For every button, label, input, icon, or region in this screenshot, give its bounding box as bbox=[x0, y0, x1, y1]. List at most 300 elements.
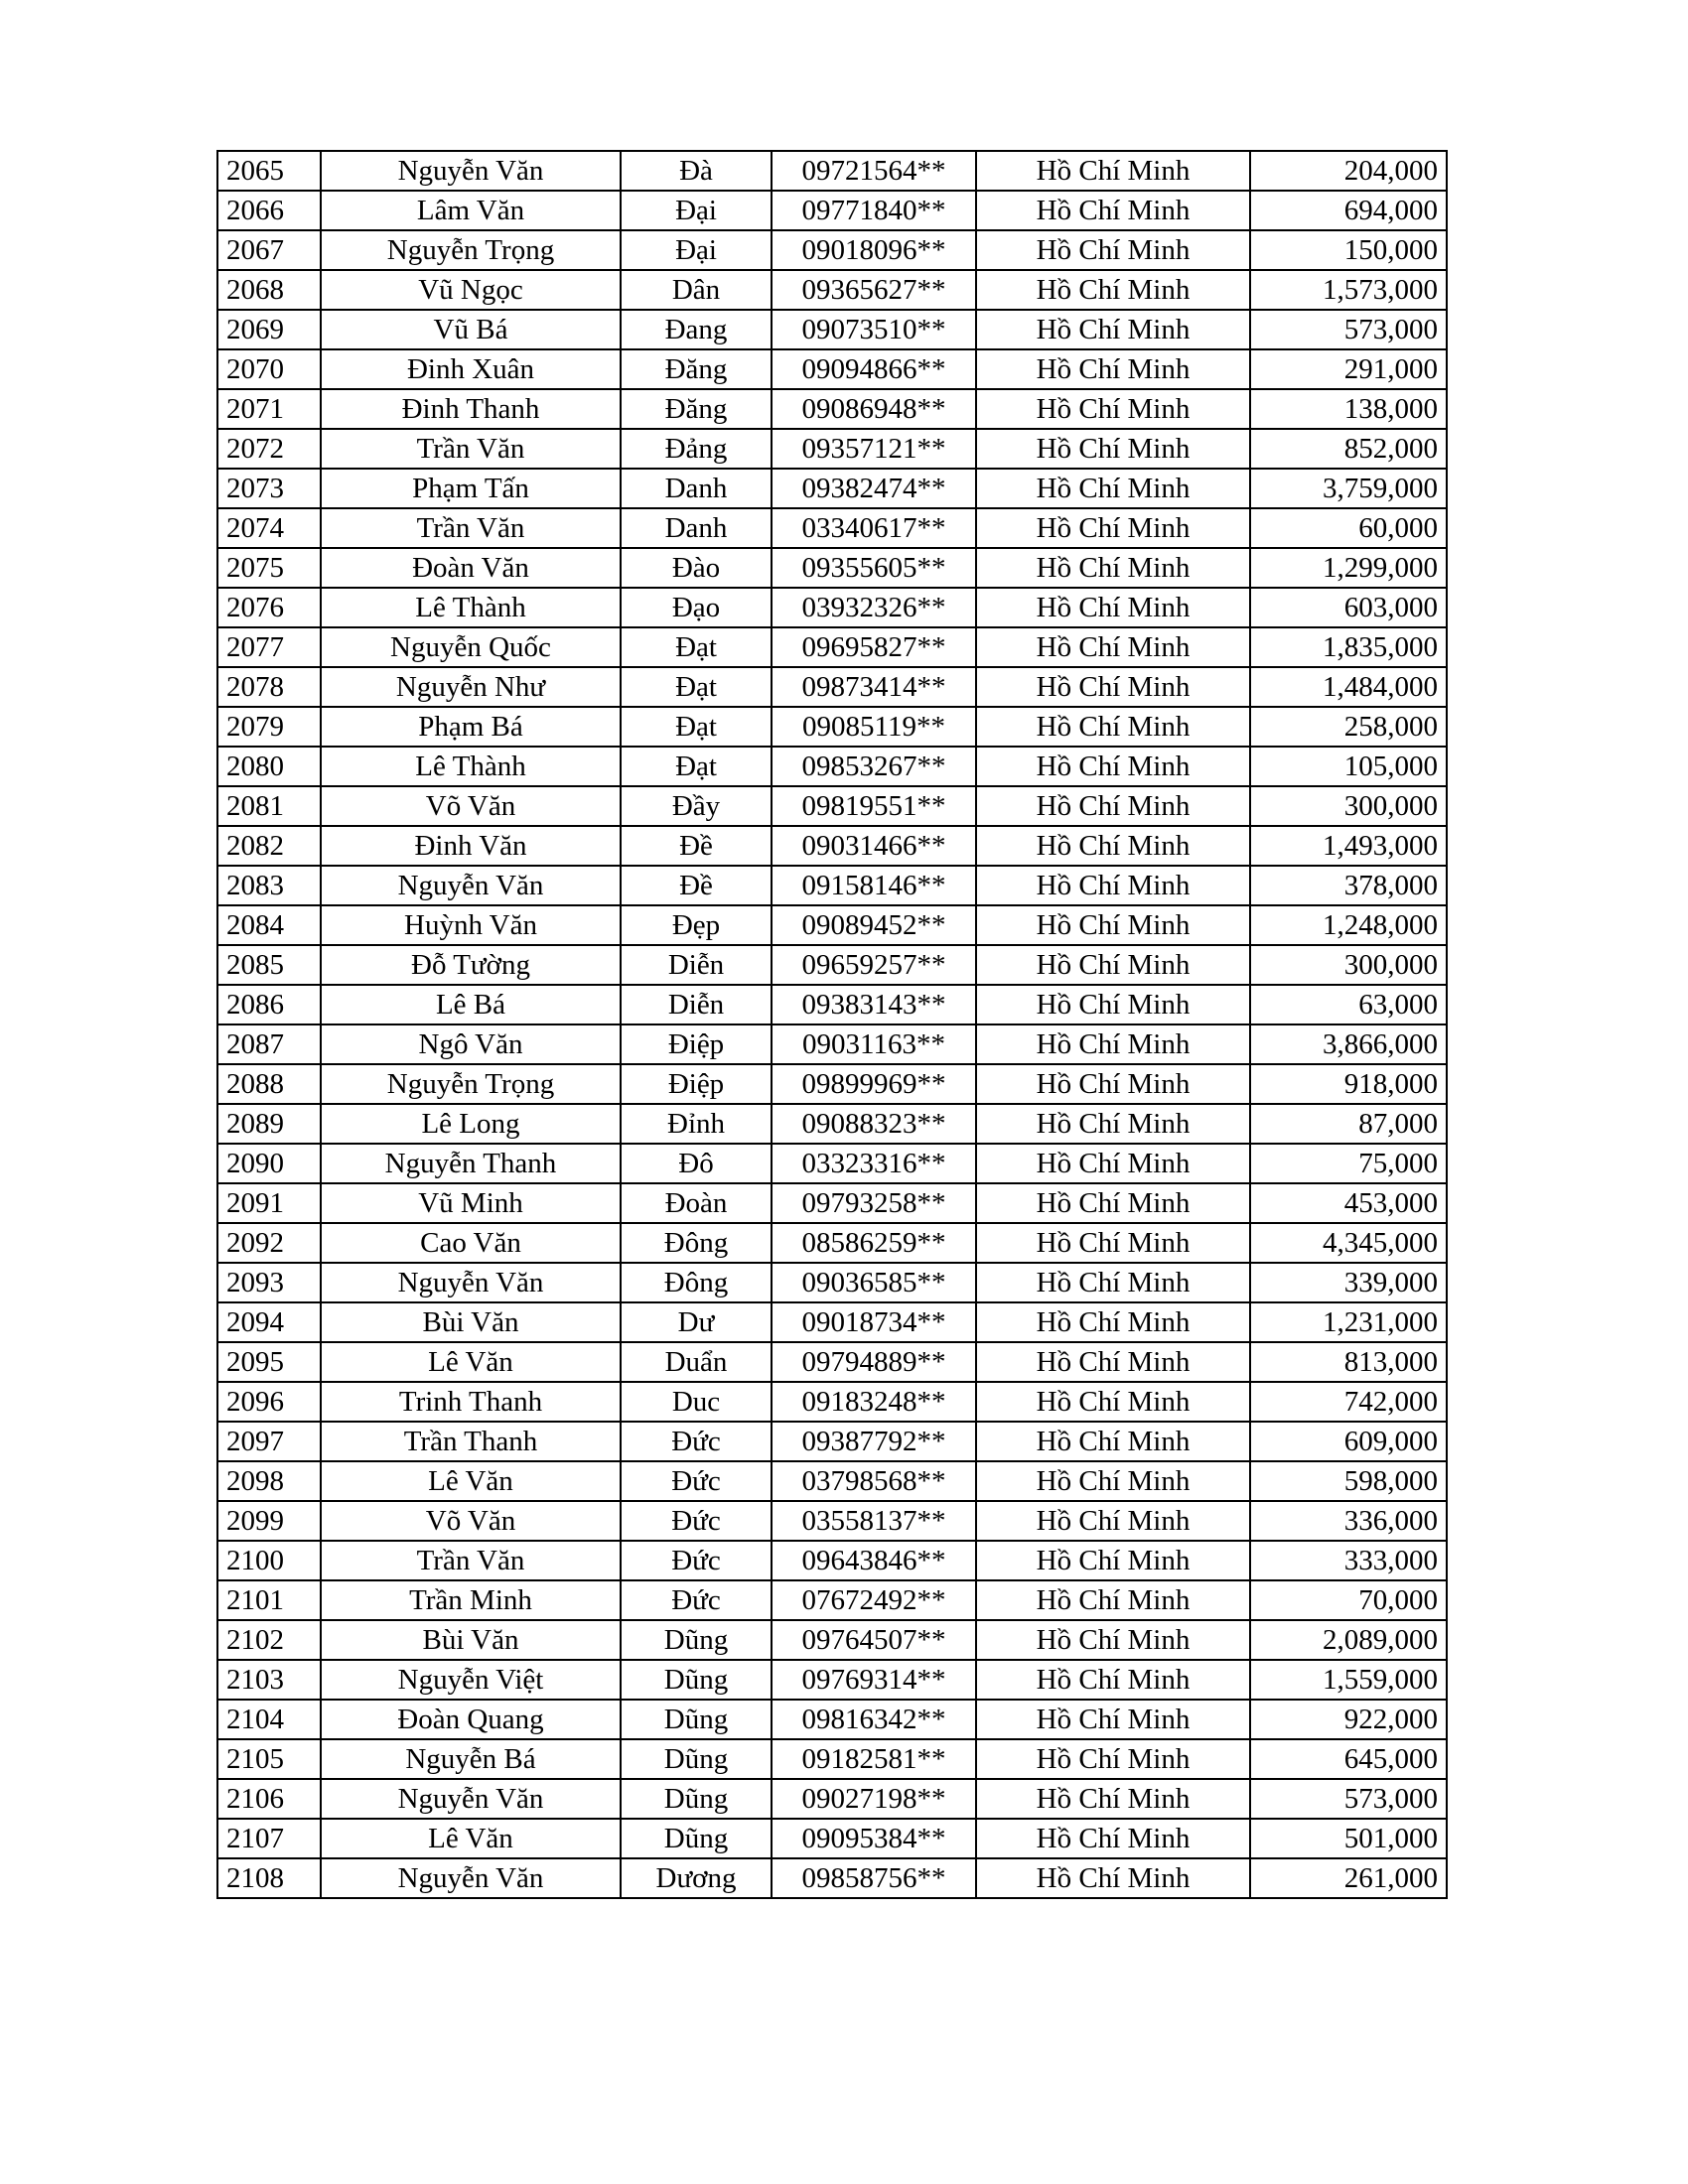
phone-cell: 09031466** bbox=[772, 826, 976, 866]
city-cell: Hồ Chí Minh bbox=[976, 866, 1250, 905]
city-cell: Hồ Chí Minh bbox=[976, 1183, 1250, 1223]
amount-cell: 105,000 bbox=[1250, 747, 1447, 786]
table-row bbox=[217, 1064, 1447, 1104]
given-name-cell: Đại bbox=[621, 191, 772, 230]
given-name-cell: Đảng bbox=[621, 429, 772, 469]
city-cell: Hồ Chí Minh bbox=[976, 349, 1250, 389]
phone-cell: 09031163** bbox=[772, 1024, 976, 1064]
phone-cell: 09158146** bbox=[772, 866, 976, 905]
family-name-cell: Trần Minh bbox=[321, 1580, 621, 1620]
given-name-cell: Đại bbox=[621, 230, 772, 270]
family-name-cell: Trần Văn bbox=[321, 508, 621, 548]
phone-cell: 09085119** bbox=[772, 707, 976, 747]
given-name-cell: Đức bbox=[621, 1422, 772, 1461]
given-name-cell: Dũng bbox=[621, 1700, 772, 1739]
amount-cell: 204,000 bbox=[1250, 151, 1447, 191]
given-name-cell: Đức bbox=[621, 1501, 772, 1541]
phone-cell: 09643846** bbox=[772, 1541, 976, 1580]
amount-cell: 573,000 bbox=[1250, 1779, 1447, 1819]
given-name-cell: Duc bbox=[621, 1382, 772, 1422]
table-row bbox=[217, 588, 1447, 627]
recipient-table bbox=[216, 150, 1448, 1899]
phone-cell: 09721564** bbox=[772, 151, 976, 191]
family-name-cell: Phạm Bá bbox=[321, 707, 621, 747]
table-row bbox=[217, 151, 1447, 191]
family-name-cell: Trần Văn bbox=[321, 429, 621, 469]
amount-cell: 2,089,000 bbox=[1250, 1620, 1447, 1660]
amount-cell: 138,000 bbox=[1250, 389, 1447, 429]
phone-cell: 09094866** bbox=[772, 349, 976, 389]
row-number-cell: 2091 bbox=[217, 1183, 321, 1223]
given-name-cell: Đức bbox=[621, 1580, 772, 1620]
phone-cell: 09659257** bbox=[772, 945, 976, 985]
table-row bbox=[217, 667, 1447, 707]
family-name-cell: Lê Văn bbox=[321, 1461, 621, 1501]
table-row bbox=[217, 1660, 1447, 1700]
city-cell: Hồ Chí Minh bbox=[976, 1461, 1250, 1501]
table-row bbox=[217, 270, 1447, 310]
row-number-cell: 2102 bbox=[217, 1620, 321, 1660]
table-row bbox=[217, 1858, 1447, 1898]
city-cell: Hồ Chí Minh bbox=[976, 1739, 1250, 1779]
table-row bbox=[217, 429, 1447, 469]
phone-cell: 09027198** bbox=[772, 1779, 976, 1819]
table-row bbox=[217, 1620, 1447, 1660]
given-name-cell: Đạt bbox=[621, 747, 772, 786]
table-row bbox=[217, 469, 1447, 508]
given-name-cell: Đông bbox=[621, 1263, 772, 1302]
amount-cell: 300,000 bbox=[1250, 945, 1447, 985]
given-name-cell: Đạt bbox=[621, 667, 772, 707]
row-number-cell: 2101 bbox=[217, 1580, 321, 1620]
row-number-cell: 2096 bbox=[217, 1382, 321, 1422]
table-row bbox=[217, 230, 1447, 270]
phone-cell: 09036585** bbox=[772, 1263, 976, 1302]
amount-cell: 150,000 bbox=[1250, 230, 1447, 270]
given-name-cell: Dương bbox=[621, 1858, 772, 1898]
table-row bbox=[217, 905, 1447, 945]
city-cell: Hồ Chí Minh bbox=[976, 588, 1250, 627]
table-row bbox=[217, 1580, 1447, 1620]
given-name-cell: Đầy bbox=[621, 786, 772, 826]
phone-cell: 09858756** bbox=[772, 1858, 976, 1898]
amount-cell: 453,000 bbox=[1250, 1183, 1447, 1223]
row-number-cell: 2074 bbox=[217, 508, 321, 548]
family-name-cell: Lâm Văn bbox=[321, 191, 621, 230]
family-name-cell: Đinh Thanh bbox=[321, 389, 621, 429]
phone-cell: 08586259** bbox=[772, 1223, 976, 1263]
phone-cell: 09819551** bbox=[772, 786, 976, 826]
given-name-cell: Dư bbox=[621, 1302, 772, 1342]
table-row bbox=[217, 548, 1447, 588]
phone-cell: 03558137** bbox=[772, 1501, 976, 1541]
row-number-cell: 2107 bbox=[217, 1819, 321, 1858]
phone-cell: 09018096** bbox=[772, 230, 976, 270]
given-name-cell: Đà bbox=[621, 151, 772, 191]
city-cell: Hồ Chí Minh bbox=[976, 667, 1250, 707]
city-cell: Hồ Chí Minh bbox=[976, 389, 1250, 429]
phone-cell: 09183248** bbox=[772, 1382, 976, 1422]
city-cell: Hồ Chí Minh bbox=[976, 1819, 1250, 1858]
given-name-cell: Dũng bbox=[621, 1819, 772, 1858]
city-cell: Hồ Chí Minh bbox=[976, 191, 1250, 230]
row-number-cell: 2075 bbox=[217, 548, 321, 588]
given-name-cell: Danh bbox=[621, 469, 772, 508]
row-number-cell: 2082 bbox=[217, 826, 321, 866]
row-number-cell: 2068 bbox=[217, 270, 321, 310]
family-name-cell: Vũ Ngọc bbox=[321, 270, 621, 310]
phone-cell: 09073510** bbox=[772, 310, 976, 349]
table-row bbox=[217, 508, 1447, 548]
table-row bbox=[217, 1223, 1447, 1263]
amount-cell: 336,000 bbox=[1250, 1501, 1447, 1541]
row-number-cell: 2071 bbox=[217, 389, 321, 429]
row-number-cell: 2084 bbox=[217, 905, 321, 945]
family-name-cell: Nguyễn Trọng bbox=[321, 1064, 621, 1104]
given-name-cell: Đăng bbox=[621, 349, 772, 389]
family-name-cell: Nguyễn Văn bbox=[321, 1779, 621, 1819]
phone-cell: 09793258** bbox=[772, 1183, 976, 1223]
city-cell: Hồ Chí Minh bbox=[976, 1382, 1250, 1422]
given-name-cell: Đạt bbox=[621, 627, 772, 667]
table-row bbox=[217, 627, 1447, 667]
table-row bbox=[217, 389, 1447, 429]
family-name-cell: Nguyễn Việt bbox=[321, 1660, 621, 1700]
row-number-cell: 2066 bbox=[217, 191, 321, 230]
amount-cell: 813,000 bbox=[1250, 1342, 1447, 1382]
amount-cell: 300,000 bbox=[1250, 786, 1447, 826]
phone-cell: 03932326** bbox=[772, 588, 976, 627]
family-name-cell: Lê Thành bbox=[321, 747, 621, 786]
amount-cell: 1,835,000 bbox=[1250, 627, 1447, 667]
given-name-cell: Đang bbox=[621, 310, 772, 349]
family-name-cell: Phạm Tấn bbox=[321, 469, 621, 508]
phone-cell: 09095384** bbox=[772, 1819, 976, 1858]
given-name-cell: Điệp bbox=[621, 1024, 772, 1064]
family-name-cell: Nguyễn Quốc bbox=[321, 627, 621, 667]
row-number-cell: 2085 bbox=[217, 945, 321, 985]
row-number-cell: 2103 bbox=[217, 1660, 321, 1700]
family-name-cell: Võ Văn bbox=[321, 786, 621, 826]
table-row bbox=[217, 1302, 1447, 1342]
table-row bbox=[217, 945, 1447, 985]
amount-cell: 1,573,000 bbox=[1250, 270, 1447, 310]
given-name-cell: Dũng bbox=[621, 1739, 772, 1779]
row-number-cell: 2106 bbox=[217, 1779, 321, 1819]
city-cell: Hồ Chí Minh bbox=[976, 508, 1250, 548]
table-row bbox=[217, 349, 1447, 389]
city-cell: Hồ Chí Minh bbox=[976, 945, 1250, 985]
amount-cell: 694,000 bbox=[1250, 191, 1447, 230]
table-row bbox=[217, 1342, 1447, 1382]
family-name-cell: Nguyễn Văn bbox=[321, 1858, 621, 1898]
phone-cell: 09816342** bbox=[772, 1700, 976, 1739]
family-name-cell: Nguyễn Trọng bbox=[321, 230, 621, 270]
city-cell: Hồ Chí Minh bbox=[976, 548, 1250, 588]
phone-cell: 09853267** bbox=[772, 747, 976, 786]
phone-cell: 03340617** bbox=[772, 508, 976, 548]
phone-cell: 07672492** bbox=[772, 1580, 976, 1620]
table-row bbox=[217, 866, 1447, 905]
family-name-cell: Lê Bá bbox=[321, 985, 621, 1024]
given-name-cell: Danh bbox=[621, 508, 772, 548]
amount-cell: 573,000 bbox=[1250, 310, 1447, 349]
city-cell: Hồ Chí Minh bbox=[976, 1342, 1250, 1382]
row-number-cell: 2083 bbox=[217, 866, 321, 905]
row-number-cell: 2073 bbox=[217, 469, 321, 508]
given-name-cell: Đề bbox=[621, 866, 772, 905]
given-name-cell: Điệp bbox=[621, 1064, 772, 1104]
city-cell: Hồ Chí Minh bbox=[976, 1700, 1250, 1739]
city-cell: Hồ Chí Minh bbox=[976, 1620, 1250, 1660]
family-name-cell: Trần Thanh bbox=[321, 1422, 621, 1461]
family-name-cell: Nguyễn Văn bbox=[321, 866, 621, 905]
given-name-cell: Dân bbox=[621, 270, 772, 310]
row-number-cell: 2098 bbox=[217, 1461, 321, 1501]
amount-cell: 261,000 bbox=[1250, 1858, 1447, 1898]
given-name-cell: Đoàn bbox=[621, 1183, 772, 1223]
family-name-cell: Đỗ Tường bbox=[321, 945, 621, 985]
family-name-cell: Lê Văn bbox=[321, 1342, 621, 1382]
city-cell: Hồ Chí Minh bbox=[976, 429, 1250, 469]
given-name-cell: Duẩn bbox=[621, 1342, 772, 1382]
family-name-cell: Đoàn Quang bbox=[321, 1700, 621, 1739]
row-number-cell: 2080 bbox=[217, 747, 321, 786]
row-number-cell: 2088 bbox=[217, 1064, 321, 1104]
phone-cell: 09018734** bbox=[772, 1302, 976, 1342]
city-cell: Hồ Chí Minh bbox=[976, 707, 1250, 747]
recipient-table-body bbox=[217, 151, 1447, 1898]
given-name-cell: Diễn bbox=[621, 945, 772, 985]
table-row bbox=[217, 747, 1447, 786]
given-name-cell: Diễn bbox=[621, 985, 772, 1024]
amount-cell: 291,000 bbox=[1250, 349, 1447, 389]
city-cell: Hồ Chí Minh bbox=[976, 985, 1250, 1024]
phone-cell: 09695827** bbox=[772, 627, 976, 667]
given-name-cell: Đông bbox=[621, 1223, 772, 1263]
city-cell: Hồ Chí Minh bbox=[976, 627, 1250, 667]
family-name-cell: Đoàn Văn bbox=[321, 548, 621, 588]
amount-cell: 603,000 bbox=[1250, 588, 1447, 627]
amount-cell: 3,759,000 bbox=[1250, 469, 1447, 508]
amount-cell: 1,231,000 bbox=[1250, 1302, 1447, 1342]
phone-cell: 09383143** bbox=[772, 985, 976, 1024]
row-number-cell: 2092 bbox=[217, 1223, 321, 1263]
row-number-cell: 2076 bbox=[217, 588, 321, 627]
amount-cell: 3,866,000 bbox=[1250, 1024, 1447, 1064]
given-name-cell: Dũng bbox=[621, 1779, 772, 1819]
row-number-cell: 2079 bbox=[217, 707, 321, 747]
city-cell: Hồ Chí Minh bbox=[976, 1541, 1250, 1580]
city-cell: Hồ Chí Minh bbox=[976, 1064, 1250, 1104]
table-row bbox=[217, 310, 1447, 349]
family-name-cell: Nguyễn Thanh bbox=[321, 1144, 621, 1183]
city-cell: Hồ Chí Minh bbox=[976, 1501, 1250, 1541]
row-number-cell: 2072 bbox=[217, 429, 321, 469]
family-name-cell: Đinh Xuân bbox=[321, 349, 621, 389]
family-name-cell: Đinh Văn bbox=[321, 826, 621, 866]
family-name-cell: Lê Văn bbox=[321, 1819, 621, 1858]
city-cell: Hồ Chí Minh bbox=[976, 1858, 1250, 1898]
family-name-cell: Ngô Văn bbox=[321, 1024, 621, 1064]
phone-cell: 09365627** bbox=[772, 270, 976, 310]
city-cell: Hồ Chí Minh bbox=[976, 747, 1250, 786]
row-number-cell: 2108 bbox=[217, 1858, 321, 1898]
row-number-cell: 2078 bbox=[217, 667, 321, 707]
amount-cell: 918,000 bbox=[1250, 1064, 1447, 1104]
amount-cell: 609,000 bbox=[1250, 1422, 1447, 1461]
family-name-cell: Trinh Thanh bbox=[321, 1382, 621, 1422]
family-name-cell: Nguyễn Văn bbox=[321, 1263, 621, 1302]
table-row bbox=[217, 1183, 1447, 1223]
city-cell: Hồ Chí Minh bbox=[976, 270, 1250, 310]
family-name-cell: Vũ Bá bbox=[321, 310, 621, 349]
row-number-cell: 2105 bbox=[217, 1739, 321, 1779]
table-row bbox=[217, 1700, 1447, 1739]
table-row bbox=[217, 985, 1447, 1024]
phone-cell: 09182581** bbox=[772, 1739, 976, 1779]
table-row bbox=[217, 1263, 1447, 1302]
phone-cell: 09088323** bbox=[772, 1104, 976, 1144]
given-name-cell: Đức bbox=[621, 1461, 772, 1501]
city-cell: Hồ Chí Minh bbox=[976, 1302, 1250, 1342]
family-name-cell: Nguyễn Bá bbox=[321, 1739, 621, 1779]
row-number-cell: 2097 bbox=[217, 1422, 321, 1461]
phone-cell: 09355605** bbox=[772, 548, 976, 588]
table-row bbox=[217, 786, 1447, 826]
city-cell: Hồ Chí Minh bbox=[976, 310, 1250, 349]
amount-cell: 378,000 bbox=[1250, 866, 1447, 905]
table-row bbox=[217, 1422, 1447, 1461]
amount-cell: 645,000 bbox=[1250, 1739, 1447, 1779]
table-row bbox=[217, 1739, 1447, 1779]
city-cell: Hồ Chí Minh bbox=[976, 1660, 1250, 1700]
city-cell: Hồ Chí Minh bbox=[976, 230, 1250, 270]
table-row bbox=[217, 707, 1447, 747]
given-name-cell: Đẹp bbox=[621, 905, 772, 945]
city-cell: Hồ Chí Minh bbox=[976, 151, 1250, 191]
phone-cell: 09769314** bbox=[772, 1660, 976, 1700]
row-number-cell: 2089 bbox=[217, 1104, 321, 1144]
row-number-cell: 2095 bbox=[217, 1342, 321, 1382]
city-cell: Hồ Chí Minh bbox=[976, 1422, 1250, 1461]
family-name-cell: Bùi Văn bbox=[321, 1620, 621, 1660]
city-cell: Hồ Chí Minh bbox=[976, 1144, 1250, 1183]
table-row bbox=[217, 1382, 1447, 1422]
family-name-cell: Nguyễn Văn bbox=[321, 151, 621, 191]
row-number-cell: 2104 bbox=[217, 1700, 321, 1739]
city-cell: Hồ Chí Minh bbox=[976, 1223, 1250, 1263]
table-row bbox=[217, 1541, 1447, 1580]
given-name-cell: Đạt bbox=[621, 707, 772, 747]
phone-cell: 09387792** bbox=[772, 1422, 976, 1461]
row-number-cell: 2090 bbox=[217, 1144, 321, 1183]
row-number-cell: 2100 bbox=[217, 1541, 321, 1580]
family-name-cell: Lê Long bbox=[321, 1104, 621, 1144]
table-row bbox=[217, 1819, 1447, 1858]
row-number-cell: 2086 bbox=[217, 985, 321, 1024]
amount-cell: 598,000 bbox=[1250, 1461, 1447, 1501]
row-number-cell: 2094 bbox=[217, 1302, 321, 1342]
amount-cell: 852,000 bbox=[1250, 429, 1447, 469]
row-number-cell: 2081 bbox=[217, 786, 321, 826]
family-name-cell: Cao Văn bbox=[321, 1223, 621, 1263]
amount-cell: 501,000 bbox=[1250, 1819, 1447, 1858]
given-name-cell: Đô bbox=[621, 1144, 772, 1183]
given-name-cell: Đề bbox=[621, 826, 772, 866]
phone-cell: 09086948** bbox=[772, 389, 976, 429]
amount-cell: 1,559,000 bbox=[1250, 1660, 1447, 1700]
row-number-cell: 2093 bbox=[217, 1263, 321, 1302]
city-cell: Hồ Chí Minh bbox=[976, 1779, 1250, 1819]
amount-cell: 339,000 bbox=[1250, 1263, 1447, 1302]
phone-cell: 09794889** bbox=[772, 1342, 976, 1382]
family-name-cell: Bùi Văn bbox=[321, 1302, 621, 1342]
phone-cell: 09899969** bbox=[772, 1064, 976, 1104]
given-name-cell: Dũng bbox=[621, 1620, 772, 1660]
phone-cell: 09089452** bbox=[772, 905, 976, 945]
amount-cell: 258,000 bbox=[1250, 707, 1447, 747]
amount-cell: 1,484,000 bbox=[1250, 667, 1447, 707]
phone-cell: 09771840** bbox=[772, 191, 976, 230]
given-name-cell: Đăng bbox=[621, 389, 772, 429]
amount-cell: 70,000 bbox=[1250, 1580, 1447, 1620]
city-cell: Hồ Chí Minh bbox=[976, 1580, 1250, 1620]
amount-cell: 1,299,000 bbox=[1250, 548, 1447, 588]
table-row bbox=[217, 1104, 1447, 1144]
row-number-cell: 2069 bbox=[217, 310, 321, 349]
table-row bbox=[217, 1461, 1447, 1501]
amount-cell: 742,000 bbox=[1250, 1382, 1447, 1422]
family-name-cell: Nguyễn Như bbox=[321, 667, 621, 707]
row-number-cell: 2070 bbox=[217, 349, 321, 389]
given-name-cell: Đào bbox=[621, 548, 772, 588]
row-number-cell: 2077 bbox=[217, 627, 321, 667]
table-row bbox=[217, 826, 1447, 866]
family-name-cell: Lê Thành bbox=[321, 588, 621, 627]
city-cell: Hồ Chí Minh bbox=[976, 786, 1250, 826]
city-cell: Hồ Chí Minh bbox=[976, 1263, 1250, 1302]
phone-cell: 03798568** bbox=[772, 1461, 976, 1501]
family-name-cell: Huỳnh Văn bbox=[321, 905, 621, 945]
row-number-cell: 2087 bbox=[217, 1024, 321, 1064]
given-name-cell: Đức bbox=[621, 1541, 772, 1580]
table-row bbox=[217, 1501, 1447, 1541]
amount-cell: 1,493,000 bbox=[1250, 826, 1447, 866]
amount-cell: 75,000 bbox=[1250, 1144, 1447, 1183]
amount-cell: 1,248,000 bbox=[1250, 905, 1447, 945]
city-cell: Hồ Chí Minh bbox=[976, 826, 1250, 866]
city-cell: Hồ Chí Minh bbox=[976, 1024, 1250, 1064]
amount-cell: 922,000 bbox=[1250, 1700, 1447, 1739]
table-row bbox=[217, 1779, 1447, 1819]
amount-cell: 87,000 bbox=[1250, 1104, 1447, 1144]
family-name-cell: Vũ Minh bbox=[321, 1183, 621, 1223]
phone-cell: 09382474** bbox=[772, 469, 976, 508]
phone-cell: 09764507** bbox=[772, 1620, 976, 1660]
row-number-cell: 2067 bbox=[217, 230, 321, 270]
row-number-cell: 2065 bbox=[217, 151, 321, 191]
amount-cell: 4,345,000 bbox=[1250, 1223, 1447, 1263]
amount-cell: 60,000 bbox=[1250, 508, 1447, 548]
amount-cell: 333,000 bbox=[1250, 1541, 1447, 1580]
table-row bbox=[217, 191, 1447, 230]
family-name-cell: Võ Văn bbox=[321, 1501, 621, 1541]
phone-cell: 09873414** bbox=[772, 667, 976, 707]
city-cell: Hồ Chí Minh bbox=[976, 469, 1250, 508]
given-name-cell: Đạo bbox=[621, 588, 772, 627]
table-row bbox=[217, 1144, 1447, 1183]
